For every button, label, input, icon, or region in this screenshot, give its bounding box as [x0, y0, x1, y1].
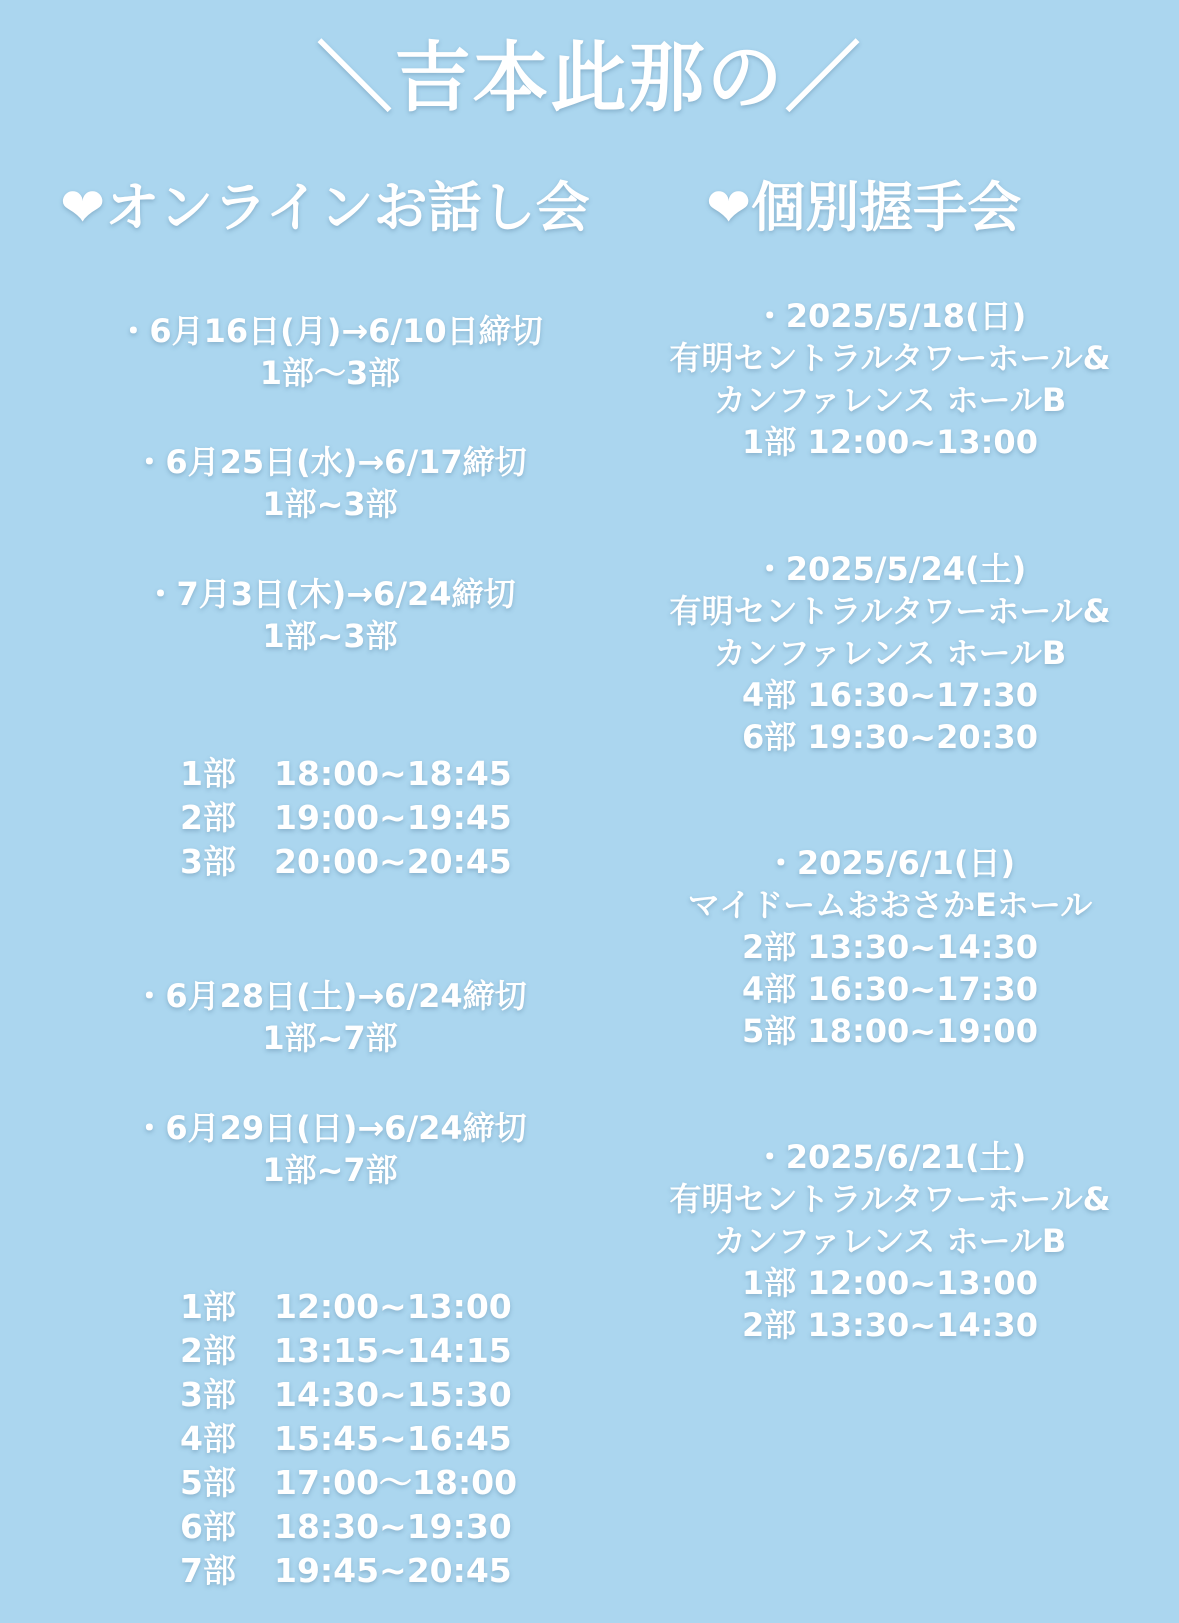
time-range: 15:45~16:45: [274, 1419, 512, 1458]
schedule-row: [60, 1285, 600, 1329]
event-venue: 有明セントラルタワーホール&: [669, 1180, 1111, 1218]
event-slot: 1部 12:00~13:00: [742, 1264, 1038, 1302]
event-date: ・2025/6/1(日): [764, 844, 1016, 882]
online-date: ・7月3日(木)→6/24締切: [144, 575, 516, 613]
event-venue: 有明セントラルタワーホール&: [669, 339, 1111, 377]
part-label: 3部: [180, 1375, 236, 1414]
event-date: ・2025/5/24(土): [753, 550, 1027, 588]
online-schedule-weekday: [60, 752, 600, 884]
event-venue: カンファレンス ホールB: [713, 381, 1067, 419]
handshake-heading: ❤︎個別握手会: [706, 176, 1022, 239]
event-venue: カンファレンス ホールB: [713, 1222, 1067, 1260]
part-label: 6部: [180, 1507, 236, 1546]
online-schedule-weekend: [60, 1285, 600, 1593]
schedule-row: [60, 1505, 600, 1549]
event-slot: 2部 13:30~14:30: [742, 1306, 1038, 1344]
event-date: ・2025/6/21(土): [753, 1138, 1027, 1176]
time-range: 18:00~18:45: [274, 754, 512, 793]
page-title: ＼吉本此那の／: [316, 33, 863, 122]
part-label: 4部: [180, 1419, 236, 1458]
schedule-row: [60, 1373, 600, 1417]
time-range: 17:00〜18:00: [274, 1463, 518, 1502]
online-date: ・6月16日(月)→6/10日締切: [117, 312, 543, 350]
part-label: 3部: [180, 842, 236, 881]
time-range: 14:30~15:30: [274, 1375, 512, 1414]
online-date-item: [60, 573, 600, 657]
part-label: 1部: [180, 1287, 236, 1326]
schedule-row: [60, 1417, 600, 1461]
time-range: 13:15~14:15: [274, 1331, 512, 1370]
event-venue: 有明セントラルタワーホール&: [669, 592, 1111, 630]
event-slot: 4部 16:30~17:30: [742, 676, 1038, 714]
online-heading: ❤︎オンラインお話し会: [60, 176, 590, 239]
online-date: ・6月29日(日)→6/24締切: [133, 1109, 527, 1147]
online-date: ・6月28日(土)→6/24締切: [133, 977, 527, 1015]
schedule-row: [60, 1461, 600, 1505]
part-label: 7部: [180, 1551, 236, 1590]
time-range: 20:00~20:45: [274, 842, 512, 881]
schedule-row: [60, 840, 600, 884]
schedule-row: [60, 752, 600, 796]
online-date-item: [60, 310, 600, 394]
event-slot: 4部 16:30~17:30: [742, 970, 1038, 1008]
handshake-event: [620, 548, 1160, 758]
event-slot: 5部 18:00~19:00: [742, 1012, 1038, 1050]
event-venue: マイドームおおさかEホール: [687, 886, 1093, 924]
time-range: 12:00~13:00: [274, 1287, 512, 1326]
event-date: ・2025/5/18(日): [753, 297, 1027, 335]
schedule-row: [60, 1549, 600, 1593]
online-date-item: [60, 1107, 600, 1191]
part-label: 2部: [180, 798, 236, 837]
time-range: 18:30~19:30: [274, 1507, 512, 1546]
schedule-row: [60, 796, 600, 840]
schedule-row: [60, 1329, 600, 1373]
event-venue: カンファレンス ホールB: [713, 634, 1067, 672]
handshake-event: [620, 1136, 1160, 1346]
part-label: 2部: [180, 1331, 236, 1370]
online-date-item: [60, 441, 600, 525]
online-date-item: [60, 975, 600, 1059]
part-label: 5部: [180, 1463, 236, 1502]
online-date: ・6月25日(水)→6/17締切: [133, 443, 527, 481]
online-parts: 1部~3部: [262, 485, 398, 523]
event-slot: 2部 13:30~14:30: [742, 928, 1038, 966]
handshake-event: [620, 842, 1160, 1052]
online-parts: 1部~7部: [262, 1019, 398, 1057]
time-range: 19:00~19:45: [274, 798, 512, 837]
part-label: 1部: [180, 754, 236, 793]
online-parts: 1部〜3部: [259, 354, 401, 392]
event-slot: 6部 19:30~20:30: [742, 718, 1038, 756]
online-parts: 1部~3部: [262, 617, 398, 655]
online-parts: 1部~7部: [262, 1151, 398, 1189]
handshake-event: [620, 295, 1160, 463]
time-range: 19:45~20:45: [274, 1551, 512, 1590]
event-slot: 1部 12:00~13:00: [742, 423, 1038, 461]
